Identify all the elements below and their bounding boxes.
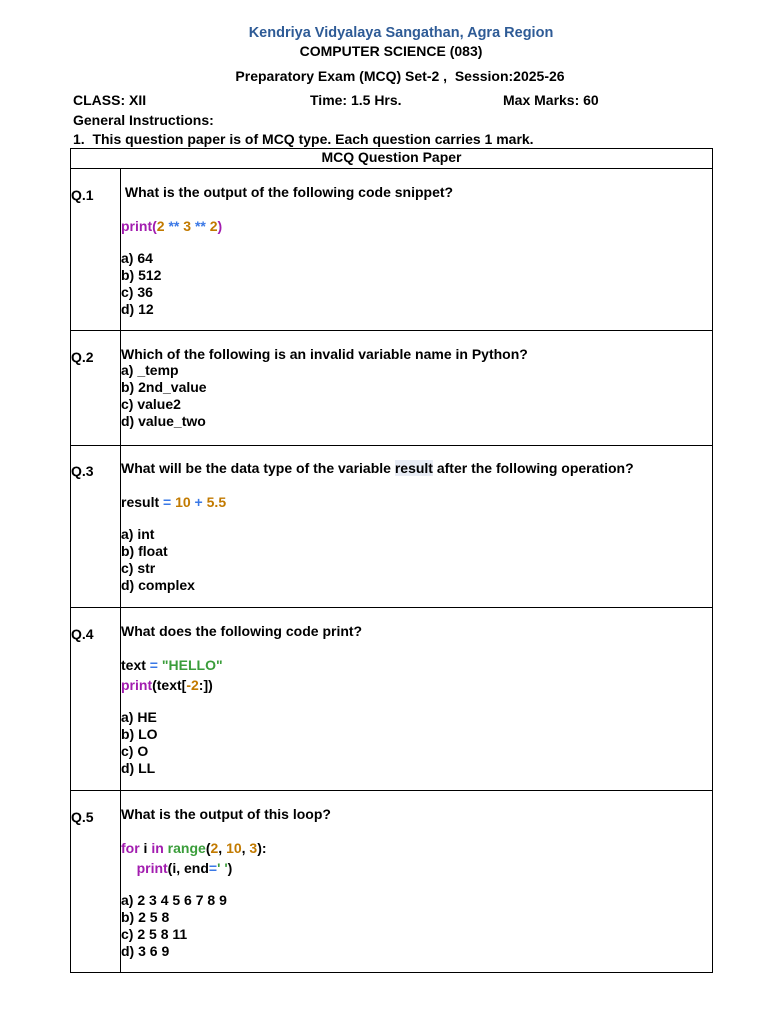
code-token: = bbox=[208, 860, 218, 876]
code-token: ** bbox=[191, 218, 210, 234]
question-text: What is the output of this loop? bbox=[121, 806, 331, 822]
options-list bbox=[121, 892, 331, 960]
row-divider bbox=[70, 330, 713, 331]
time-label: Time: 1.5 Hrs. bbox=[310, 92, 402, 108]
question-text: What is the output of the following code snippet? bbox=[121, 184, 454, 200]
option-item: b) 512 bbox=[121, 267, 162, 283]
marks-label: Max Marks: 60 bbox=[503, 92, 599, 108]
option-item: d) value_two bbox=[121, 413, 206, 429]
code-token: : bbox=[198, 677, 204, 693]
row-divider bbox=[70, 607, 713, 608]
option-item: d) 12 bbox=[121, 301, 154, 317]
highlighted-term: result bbox=[394, 460, 433, 476]
code-token bbox=[121, 860, 137, 876]
class-label: CLASS: XII bbox=[73, 92, 147, 108]
option-item: b) float bbox=[121, 543, 168, 559]
options-list bbox=[121, 250, 453, 318]
code-token: 10 bbox=[226, 840, 242, 856]
option-item: d) 3 6 9 bbox=[121, 943, 170, 959]
code-token: ** bbox=[164, 218, 184, 234]
question-1 bbox=[121, 184, 453, 318]
exam-title: Preparatory Exam (MCQ) Set-2 , Session:2025-26 bbox=[235, 68, 565, 84]
code-token: for bbox=[121, 840, 140, 856]
question-number: Q.3 bbox=[71, 463, 94, 479]
code-token: 3 bbox=[183, 218, 192, 234]
question-3 bbox=[121, 460, 634, 594]
instruction-item: 1. This question paper is of MCQ type. Each question carries 1 mark. bbox=[73, 131, 534, 147]
code-token: + bbox=[190, 494, 207, 510]
code-token: = bbox=[145, 657, 162, 673]
question-text-part: What will be the data type of the variable bbox=[121, 460, 395, 476]
options-list bbox=[121, 709, 362, 777]
row-divider bbox=[70, 168, 713, 169]
code-token: (text[ bbox=[152, 677, 187, 693]
code-snippet bbox=[121, 655, 362, 695]
code-token: print bbox=[121, 218, 153, 234]
code-token: print bbox=[121, 677, 153, 693]
option-item: a) 64 bbox=[121, 250, 153, 266]
option-item: c) 36 bbox=[121, 284, 153, 300]
code-token: result bbox=[121, 494, 160, 510]
question-text-part: after the following operation? bbox=[432, 460, 634, 476]
code-token: (i, end bbox=[167, 860, 209, 876]
code-token: ( bbox=[205, 840, 211, 856]
option-item: b) 2 5 8 bbox=[121, 909, 170, 925]
code-token: ' ' bbox=[217, 860, 228, 876]
code-snippet bbox=[121, 492, 634, 512]
option-item: c) O bbox=[121, 743, 149, 759]
question-number: Q.5 bbox=[71, 809, 94, 825]
code-token: i bbox=[139, 840, 152, 856]
organization-title: Kendriya Vidyalaya Sangathan, Agra Region bbox=[248, 25, 554, 41]
code-token: , bbox=[218, 840, 227, 856]
option-item: b) LO bbox=[121, 726, 158, 742]
option-item: c) str bbox=[121, 560, 156, 576]
question-text bbox=[121, 460, 634, 476]
option-item: b) 2nd_value bbox=[121, 379, 207, 395]
code-token: text bbox=[121, 657, 146, 673]
code-token: -2 bbox=[186, 677, 199, 693]
code-token: 5.5 bbox=[206, 494, 227, 510]
question-text: What does the following code print? bbox=[121, 623, 363, 639]
option-item: c) 2 5 8 11 bbox=[121, 926, 188, 942]
row-divider bbox=[70, 445, 713, 446]
table-heading: MCQ Question Paper bbox=[321, 149, 462, 165]
code-token: , bbox=[241, 840, 250, 856]
option-item: a) _temp bbox=[121, 362, 179, 378]
row-divider bbox=[70, 790, 713, 791]
option-item: a) int bbox=[121, 526, 155, 542]
question-5 bbox=[121, 806, 331, 960]
code-token: 2 bbox=[210, 840, 219, 856]
code-token: print bbox=[136, 860, 168, 876]
question-4 bbox=[121, 623, 362, 777]
option-item: c) value2 bbox=[121, 396, 181, 412]
options-list bbox=[121, 362, 528, 430]
question-2 bbox=[121, 346, 528, 430]
code-token: ): bbox=[257, 840, 267, 856]
question-text: Which of the following is an invalid variable name in Python? bbox=[121, 346, 528, 362]
instructions-title: General Instructions: bbox=[73, 112, 214, 128]
option-item: a) 2 3 4 5 6 7 8 9 bbox=[121, 892, 227, 908]
code-token: "HELLO" bbox=[161, 657, 223, 673]
code-token: ( bbox=[152, 218, 157, 234]
code-snippet bbox=[121, 216, 453, 236]
code-snippet bbox=[121, 838, 331, 878]
code-token: 10 bbox=[175, 494, 191, 510]
code-token: 2 bbox=[209, 218, 218, 234]
options-list bbox=[121, 526, 634, 594]
code-token: in bbox=[151, 840, 164, 856]
code-token: ) bbox=[227, 860, 233, 876]
code-token: range bbox=[163, 840, 206, 856]
code-token: 3 bbox=[249, 840, 258, 856]
code-token: ) bbox=[217, 218, 223, 234]
option-item: d) complex bbox=[121, 577, 195, 593]
code-token: = bbox=[159, 494, 176, 510]
option-item: a) HE bbox=[121, 709, 157, 725]
code-token: 2 bbox=[156, 218, 165, 234]
question-number: Q.1 bbox=[71, 187, 94, 203]
subject-title: COMPUTER SCIENCE (083) bbox=[299, 43, 483, 59]
code-token: ]) bbox=[203, 677, 213, 693]
option-item: d) LL bbox=[121, 760, 156, 776]
question-number: Q.4 bbox=[71, 626, 94, 642]
question-number: Q.2 bbox=[71, 349, 94, 365]
